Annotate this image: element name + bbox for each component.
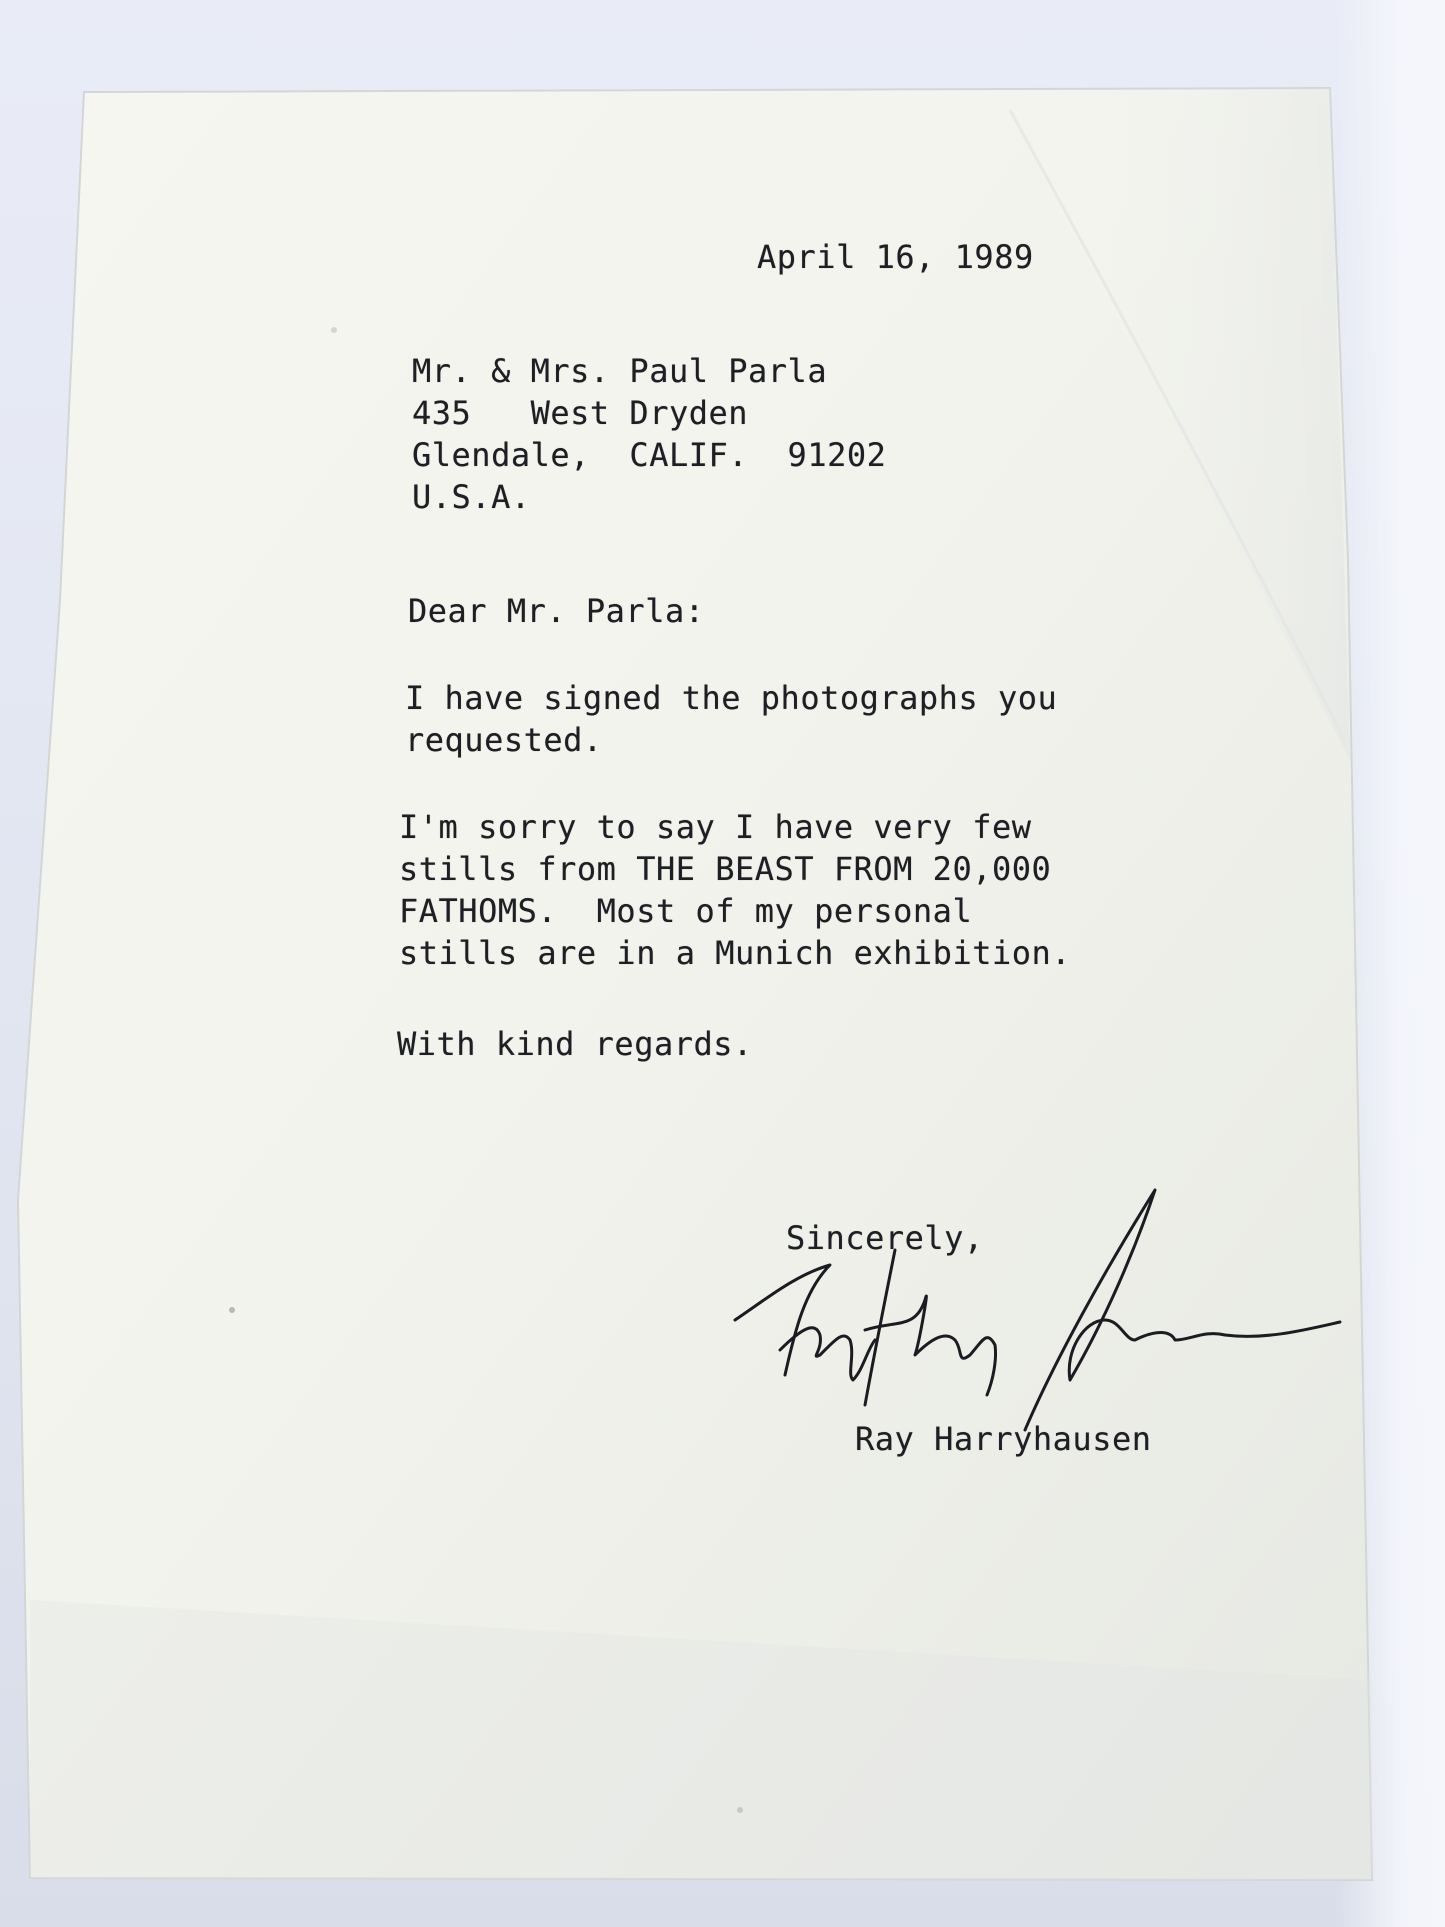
salutation: Dear Mr. Parla: <box>408 592 705 630</box>
recipient-line: Mr. & Mrs. Paul Parla <box>412 352 828 390</box>
handwritten-signature <box>725 1180 1345 1440</box>
paragraph-few-stills <box>399 806 1071 974</box>
paragraph-line: I'm sorry to say I have very few <box>399 808 1032 846</box>
paragraph-line: stills are in a Munich exhibition. <box>399 934 1072 972</box>
recipient-line: U.S.A. <box>412 478 531 516</box>
paragraph-line: I have signed the photographs you <box>405 679 1058 717</box>
closing-regards: With kind regards. <box>397 1025 753 1063</box>
paragraph-line: requested. <box>405 721 603 759</box>
paragraph-line: stills from THE BEAST FROM 20,000 <box>399 850 1052 888</box>
signer-name: Ray Harryhausen <box>855 1420 1152 1458</box>
letter-date: April 16, 1989 <box>757 238 1034 276</box>
recipient-line: 435 West Dryden <box>412 394 749 432</box>
recipient-address <box>412 350 886 518</box>
sign-off: Sincerely, <box>786 1219 984 1257</box>
paragraph-signed-photographs <box>405 677 1057 761</box>
recipient-line: Glendale, CALIF. 91202 <box>412 436 887 474</box>
paragraph-line: FATHOMS. Most of my personal <box>399 892 973 930</box>
